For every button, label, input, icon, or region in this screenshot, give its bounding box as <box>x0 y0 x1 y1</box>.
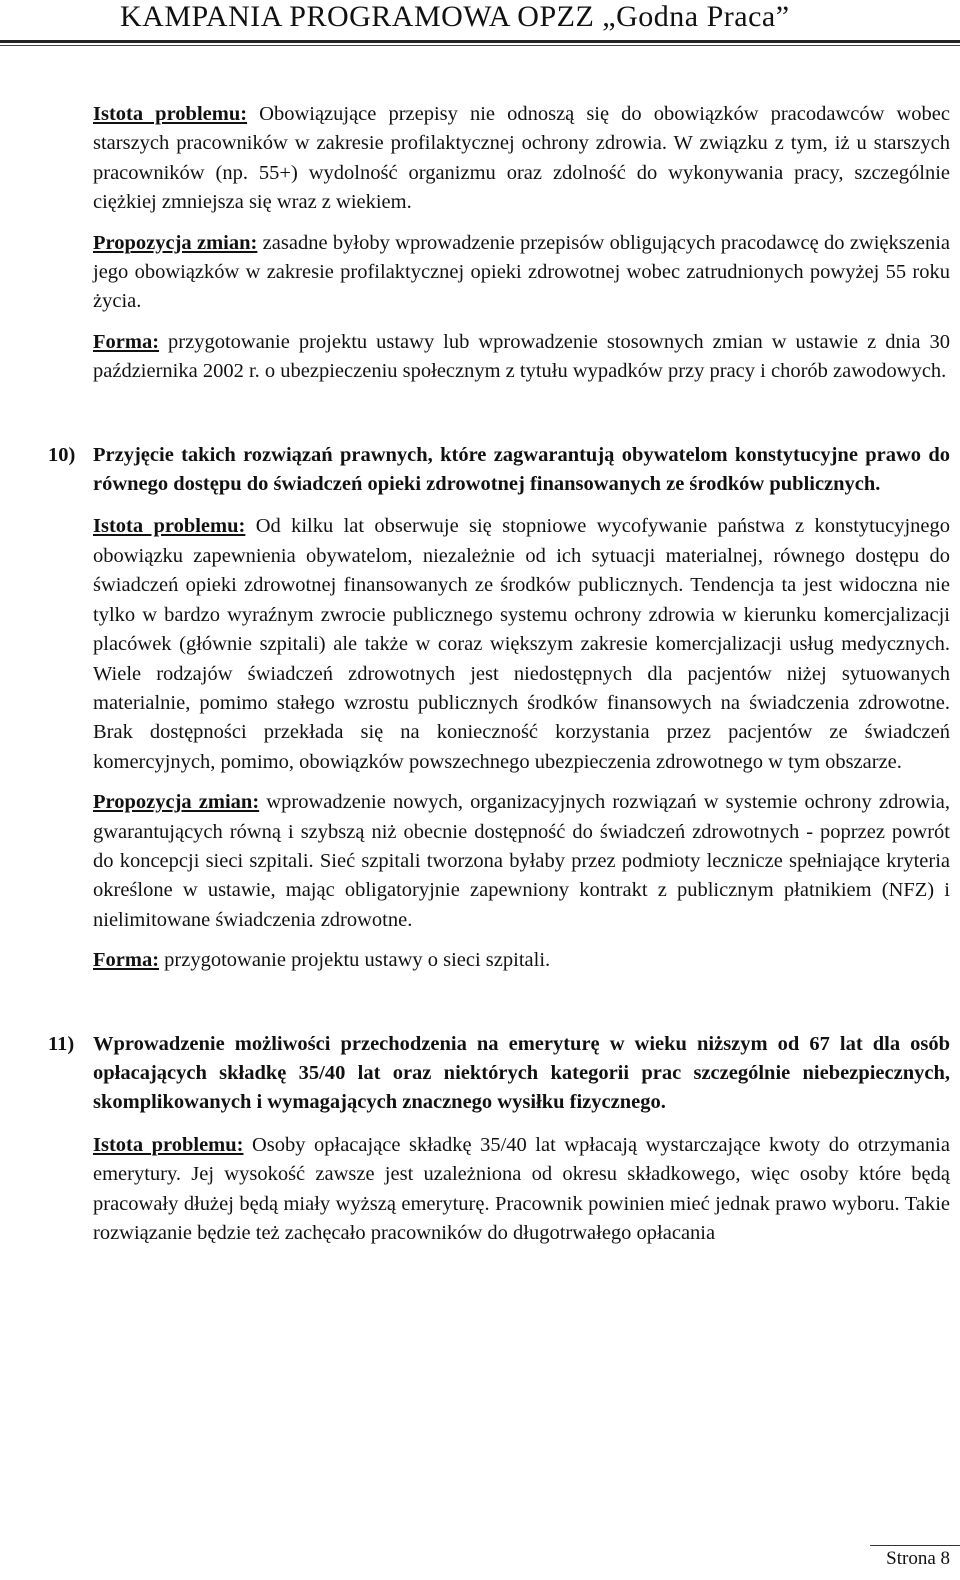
istota-text: Od kilku lat obserwuje się stopniowe wycofywanie państwa z konstytucyjnego obowiązku zapewnienia obywatelom, niezależnie od ich sytuacji materialnej, równego dostępu do świadczeń opieki zdrowotnej finansowanych ze środków publicznych. Tendencja ta jest widoczna nie tylko w bardzo wyraźnym zwrocie publicznego systemu ochrony zdrowia w kierunku komercjalizacji placówek (głównie szpitali) ale także w coraz większym zakresie komercjalizacji usług medycznych. Wiele rodzajów świadczeń zdrowotnych jest niedostępnych dla pacjentów niżej sytuowanych materialnie, pomimo stałego wzrostu publicznych środków finansowych na świadczenia zdrowotne. Brak dostępności przekłada się na konieczność korzystania przez pacjentów ze świadczeń komercyjnych, pomimo, obowiązków powszechnego ubezpieczenia zdrowotnego w tym obszarze. <box>93 515 950 773</box>
forma-text: przygotowanie projektu ustawy lub wprowadzenie stosownych zmian w ustawie z dnia 30 października 2002 r. o ubezpieczeniu społecznym z tytułu wypadków przy pracy i chorób zawodowych. <box>93 330 950 383</box>
propozycja-text: zasadne byłoby wprowadzenie przepisów obligujących pracodawcę do zwiększenia jego obowiązków w zakresie profilaktycznej opieki zdrowotnej wobec zatrudnionych powyżej 55 roku życia. <box>93 231 950 313</box>
section-number: 10) <box>48 443 76 466</box>
page-header <box>0 0 960 60</box>
forma-label: Forma: <box>93 949 160 972</box>
istota-text: Osoby opłacające składkę 35/40 lat wpłacają wystarczające kwoty do otrzymania emerytury. Jej wysokość zawsze jest uzależniona od okresu składkowego, więc osoby które będą pracowały dłużej będą miały wyższą emeryturę. Pracownik powinien mieć jednak prawo wyboru. Takie rozwiązanie będzie też zachęcało pracowników do długotrwałego opłacania <box>93 1133 950 1244</box>
header-rule-thin <box>0 45 960 46</box>
page-number: Strona 8 <box>886 1548 950 1569</box>
intro-forma-paragraph <box>93 328 950 387</box>
header-rule <box>0 40 960 43</box>
header-title: KAMPANIA PROGRAMOWA OPZZ „Godna Praca” <box>120 0 790 33</box>
istota-text: Obowiązujące przepisy nie odnoszą się do obowiązków pracodawców wobec starszych pracowników w zakresie profilaktycznej ochrony zdrowia. W związku z tym, iż u starszych pracowników (np. 55+) wydolność organizmu oraz zdolność do wykonywania pracy, szczególnie ciężkiej zmniejsza się wraz z wiekiem. <box>93 103 950 214</box>
intro-propozycja-paragraph <box>93 229 950 317</box>
section-10-forma-paragraph <box>93 946 950 975</box>
istota-label: Istota problemu: <box>93 515 246 538</box>
section-10-propozycja-paragraph <box>93 788 950 935</box>
forma-label: Forma: <box>93 330 160 353</box>
section-heading-text: Przyjęcie takich rozwiązań prawnych, które zagwarantują obywatelom konstytucyjne prawo do równego dostępu do świadczeń opieki zdrowotnej finansowanych ze środków publicznych. <box>93 443 950 496</box>
istota-label: Istota problemu: <box>93 103 248 125</box>
forma-text: przygotowanie projektu ustawy o sieci szpitali. <box>159 949 551 972</box>
section-10-istota-paragraph <box>93 512 950 777</box>
section-11-istota-paragraph <box>93 1131 950 1249</box>
propozycja-label: Propozycja zmian: <box>93 231 258 254</box>
page-footer <box>0 1543 960 1580</box>
section-number: 11) <box>48 1032 75 1055</box>
propozycja-text: wprowadzenie nowych, organizacyjnych rozwiązań w systemie ochrony zdrowia, gwarantujących równą i szybszą niż obecnie dostępność do świadczeń zdrowotnych - poprzez powrót do koncepcji sieci szpitali. Sieć szpitali tworzona byłaby przez podmioty lecznicze spełniające kryteria określone w ustawie, mając obligatoryjnie zapewniony kontrakt z publicznym płatnikiem (NFZ) i nielimitowane świadczenia zdrowotne. <box>93 791 950 931</box>
section-11-heading <box>48 1030 950 1118</box>
propozycja-label: Propozycja zmian: <box>93 791 260 814</box>
istota-label: Istota problemu: <box>93 1133 244 1156</box>
intro-istota-paragraph <box>93 100 950 218</box>
section-heading-text: Wprowadzenie możliwości przechodzenia na emeryturę w wieku niższym od 67 lat dla osób opłacających składkę 35/40 lat oraz niektórych kategorii prac szczególnie niebezpiecznych, skomplikowanych i wymagających znacznego wysiłku fizycznego. <box>93 1032 950 1114</box>
section-10-heading <box>48 441 950 500</box>
document-body <box>48 100 950 1248</box>
footer-rule <box>870 1545 960 1546</box>
